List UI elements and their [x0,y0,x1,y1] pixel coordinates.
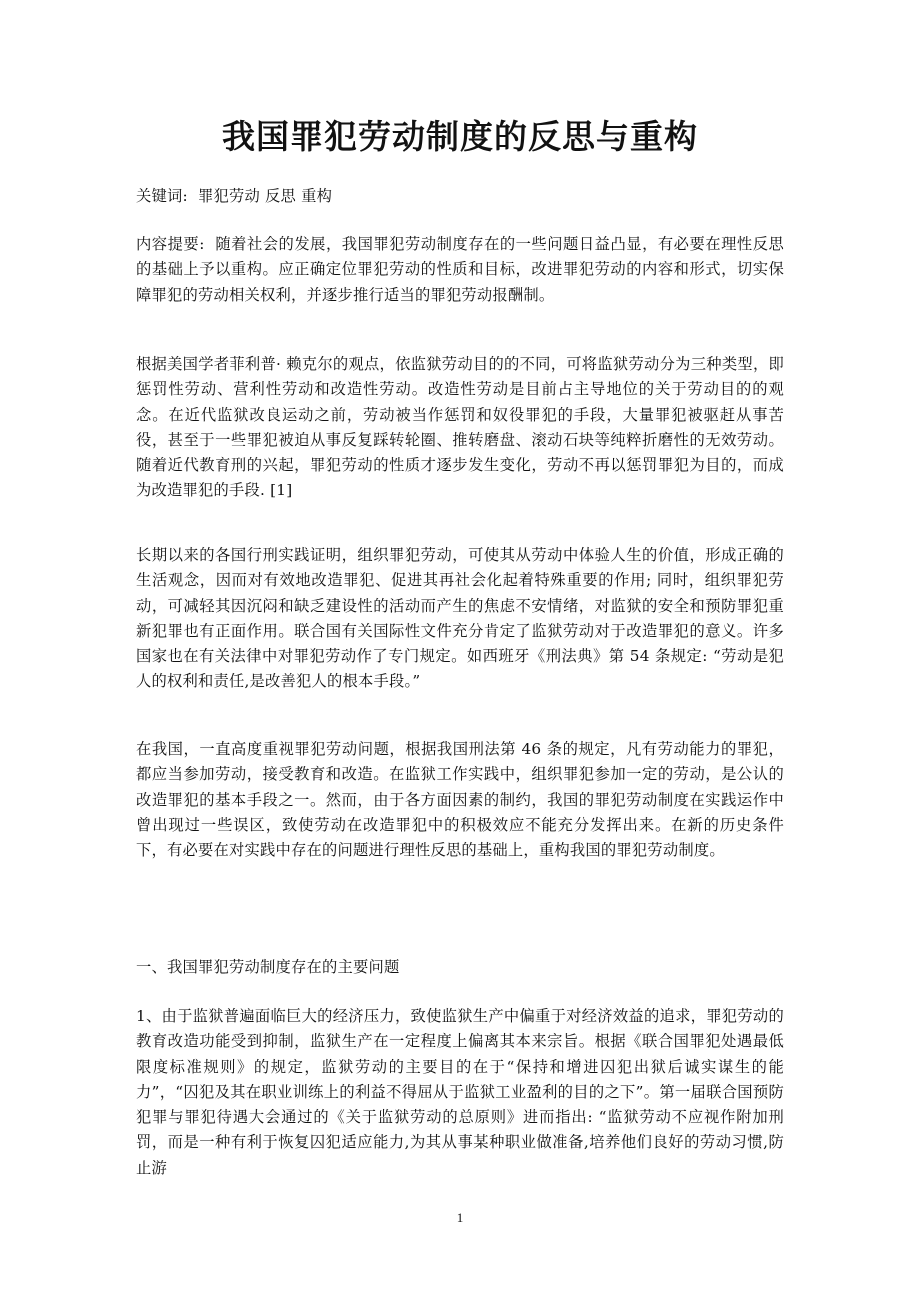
body-paragraph: 1、由于监狱普遍面临巨大的经济压力，致使监狱生产中偏重于对经济效益的追求，罪犯劳动的教育改造功能受到抑制，监狱生产在一定程度上偏离其本来宗旨。根据《联合国罪犯处遇最低限度标准规则》的规定，监狱劳动的主要目的在于“保持和增进囚犯出狱后诚实谋生的能力”，“囚犯及其在职业训练上的利益不得屈从于监狱工业盈利的目的之下”。第一届联合国预防犯罪与罪犯待遇大会通过的《关于监狱劳动的总原则》进而指出: “监狱劳动不应视作附加刑罚，而是一种有利于恢复囚犯适应能力,为其从事某种职业做准备,培养他们良好的劳动习惯,防止游 [136,1007,784,1177]
document-title: 我国罪犯劳动制度的反思与重构 [222,117,698,156]
keywords-value: 罪犯劳动 反思 重构 [197,187,333,205]
body-paragraph: 长期以来的各国行刑实践证明，组织罪犯劳动，可使其从劳动中体验人生的价值，形成正确的生活观念，因而对有效地改造罪犯、促进其再社会化起着特殊重要的作用; 同时，组织罪犯劳动，可减轻其因沉闷和缺乏建设性的活动而产生的焦虑不安情绪，对监狱的安全和预防罪犯重新犯罪也有正面作用。联合国有关国际性文件充分肯定了监狱劳动对于改造罪犯的意义。许多国家也在有关法律中对罪犯劳动作了专门规定。如西班牙《刑法典》第 54 条规定: “劳动是犯人的权利和责任,是改善犯人的根本手段。” [136,546,784,691]
keywords-line [136,184,784,209]
section-heading: 一、我国罪犯劳动制度存在的主要问题 [136,958,400,976]
body-paragraph: 根据美国学者菲利普· 赖克尔的观点，依监狱劳动目的的不同，可将监狱劳动分为三种类型，即惩罚性劳动、营利性劳动和改造性劳动。改造性劳动是目前占主导地位的关于劳动目的的观念。在近代监狱改良运动之前，劳动被当作惩罚和奴役罪犯的手段，大量罪犯被驱赶从事苦役，甚至于一些罪犯被迫从事反复踩转轮圈、推转磨盘、滚动石块等纯粹折磨性的无效劳动。随着近代教育刑的兴起，罪犯劳动的性质才逐步发生变化，劳动不再以惩罚罪犯为目的，而成为改造罪犯的手段. [1] [136,355,784,500]
abstract-label: 内容提要: [136,235,205,253]
page-number: 1 [456,1210,464,1225]
abstract-paragraph [136,232,784,308]
abstract-text: 随着社会的发展，我国罪犯劳动制度存在的一些问题日益凸显，有必要在理性反思的基础上予以重构。应正确定位罪犯劳动的性质和目标，改进罪犯劳动的内容和形式，切实保障罪犯的劳动相关权利，并逐步推行适当的罪犯劳动报酬制。 [136,235,785,304]
body-paragraph: 在我国，一直高度重视罪犯劳动问题，根据我国刑法第 46 条的规定，凡有劳动能力的罪犯，都应当参加劳动，接受教育和改造。在监狱工作实践中，组织罪犯参加一定的劳动，是公认的改造罪犯的基本手段之一。然而，由于各方面因素的制约，我国的罪犯劳动制度在实践运作中曾出现过一些误区，致使劳动在改造罪犯中的积极效应不能充分发挥出来。在新的历史条件下，有必要在对实践中存在的问题进行理性反思的基础上，重构我国的罪犯劳动制度。 [136,740,784,860]
keywords-label: 关键词: [136,187,188,205]
